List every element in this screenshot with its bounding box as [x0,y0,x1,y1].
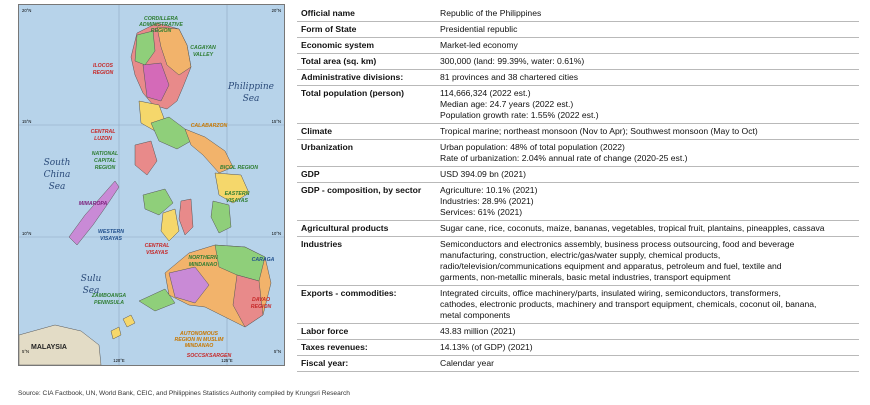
region-label: CARAGA [251,257,275,263]
fact-label: GDP - composition, by sector [297,183,436,221]
fact-value-line: Sugar cane, rice, coconuts, maize, bananas, vegetables, tropical fruit, plantains, pineapples, cassava [440,223,825,233]
fact-value-line: cathodes, electronic products, machinery and transport equipment, chemicals, coconut oil, banana, [440,299,817,309]
fact-label: Urbanization [297,140,436,167]
sea-label: Sea [82,286,100,296]
fact-value [436,237,859,286]
region-label: CALABARZON [190,123,228,129]
fact-value-line: Tropical marine; northeast monsoon (Nov to Apr); Southwest monsoon (May to Oct) [440,126,758,136]
fact-value-line: Market-led economy [440,40,518,50]
fact-value-line: Republic of the Philippines [440,8,542,18]
fact-value-line: metal components [440,310,511,320]
region-label: NORTHERN [188,255,218,261]
fact-value-line: radio/television/communications equipment and apparatus, petroleum and fuel, textile and [440,261,782,271]
fact-value [436,86,859,124]
latitude-label: 5°N [273,349,281,354]
sea-label: Sulu [80,274,102,284]
country-label: MALAYSIA [31,344,67,351]
latitude-label: 20°N [271,8,281,13]
fact-value [436,340,859,356]
fact-label: Official name [297,6,436,22]
fact-value [436,140,859,167]
region-label: NATIONAL [91,151,119,157]
fact-value-line: 14.13% (of GDP) (2021) [440,342,533,352]
latitude-label: 10°N [271,231,281,236]
fact-value-line: Services: 61% (2021) [440,207,523,217]
fact-row [297,340,859,356]
fact-row [297,183,859,221]
latitude-label: 10°N [22,231,32,236]
fact-row [297,38,859,54]
fact-value-line: 114,666,324 (2022 est.) [440,88,531,98]
region-label: MIMAROPA [78,201,108,207]
sea-label: China [43,170,71,180]
fact-value [436,183,859,221]
fact-label: Total population (person) [297,86,436,124]
fact-value-line: USD 394.09 bn (2021) [440,169,526,179]
region-label: VISAYAS [99,236,123,242]
region-label: REGION [150,28,172,34]
region-label: ZAMBOANGA [91,293,127,299]
region-label: BICOL REGION [220,165,258,171]
region-label: CAPITAL [93,158,117,164]
fact-value-line: Integrated circuits, office machinery/parts, insulated wiring, semiconductors, transformers, [440,288,781,298]
fact-row [297,86,859,124]
fact-row [297,22,859,38]
fact-value-line: Median age: 24.7 years (2022 est.) [440,99,574,109]
fact-value-line: Calendar year [440,358,494,368]
fact-label: Economic system [297,38,436,54]
fact-value-line: manufacturing, construction, electric/gas/water supply, chemical products, [440,250,721,260]
fact-value [436,6,859,22]
fact-value-line: Presidential republic [440,24,518,34]
fact-label: Total area (sq. km) [297,54,436,70]
latitude-label: 5°N [22,349,30,354]
fact-value-line: Semiconductors and electronics assembly, business process outsourcing, food and beverage [440,239,795,249]
region-label: VALLEY [192,52,214,58]
sea-label: Philippine [227,82,275,92]
region-label: REGION IN MUSLIM [174,337,224,343]
region-label: REGION [92,70,114,76]
region-label: ADMINISTRATIVE [139,22,183,28]
fact-label: Agricultural products [297,221,436,237]
region-label: CENTRAL [90,129,116,135]
fact-value [436,54,859,70]
fact-value-line: Population growth rate: 1.55% (2022 est.) [440,110,599,120]
fact-row [297,324,859,340]
fact-row [297,124,859,140]
fact-value [436,38,859,54]
fact-value [436,286,859,324]
region-label: REGION [94,165,116,171]
fact-row [297,167,859,183]
fact-label: GDP [297,167,436,183]
region-label: MINDANAO [184,343,214,349]
fact-row [297,286,859,324]
fact-label: Fiscal year: [297,356,436,372]
region-label: MINDANAO [188,262,218,268]
region-label: SOCCSKSARGEN [186,353,232,359]
fact-value-line: Urban population: 48% of total population (2022) [440,142,625,152]
longitude-label: 120°E [113,358,125,363]
fact-row [297,6,859,22]
fact-value-line: 81 provinces and 38 chartered cities [440,72,579,82]
sea-label: Sea [48,182,66,192]
fact-value-line: Rate of urbanization: 2.04% annual rate of change (2020-25 est.) [440,153,688,163]
fact-value [436,167,859,183]
fact-value [436,221,859,237]
fact-label: Form of State [297,22,436,38]
region-label: CENTRAL [144,243,170,249]
fact-row [297,70,859,86]
latitude-label: 15°N [22,119,32,124]
region-label: PENINSULA [94,300,124,306]
region-label: CAGAYAN [190,45,216,51]
fact-row [297,140,859,167]
fact-row [297,221,859,237]
sea-label: Sea [242,94,260,104]
map-canvas [19,5,284,365]
country-facts-table [297,6,859,372]
fact-label: Administrative divisions: [297,70,436,86]
latitude-label: 20°N [22,8,32,13]
region-label: LUZON [94,136,112,142]
fact-value [436,324,859,340]
fact-value [436,356,859,372]
fact-label: Taxes revenues: [297,340,436,356]
fact-row [297,237,859,286]
fact-label: Industries [297,237,436,286]
fact-label: Exports - commodities: [297,286,436,324]
fact-value-line: Industries: 28.9% (2021) [440,196,534,206]
source-note: Source: CIA Factbook, UN, World Bank, CEIC, and Philippines Statistics Authority compiled by Krungsri Research [18,390,350,397]
fact-value [436,70,859,86]
fact-label: Labor force [297,324,436,340]
region-label: CORDILLERA [143,16,179,22]
sea-label: South [43,158,71,168]
fact-row [297,356,859,372]
region-label: VISAYAS [225,198,249,204]
region-label: AUTONOMOUS [180,331,218,337]
fact-value-line: garments, non-metallic minerals, basic metal industries, transport equipment [440,272,731,282]
region-label: VISAYAS [145,250,169,256]
fact-row [297,54,859,70]
fact-value [436,22,859,38]
region-label: EASTERN [224,191,250,197]
region-label: DAVAO [252,297,270,303]
fact-value-line: 300,000 (land: 99.39%, water: 0.61%) [440,56,585,66]
latitude-label: 15°N [271,119,281,124]
fact-value [436,124,859,140]
philippines-region-map [18,4,285,366]
region-label: WESTERN [98,229,124,235]
fact-value-line: Agriculture: 10.1% (2021) [440,185,538,195]
longitude-label: 125°E [221,358,233,363]
fact-value-line: 43.83 million (2021) [440,326,516,336]
fact-label: Climate [297,124,436,140]
region-label: REGION [250,304,272,310]
region-label: ILOCOS [93,63,113,69]
